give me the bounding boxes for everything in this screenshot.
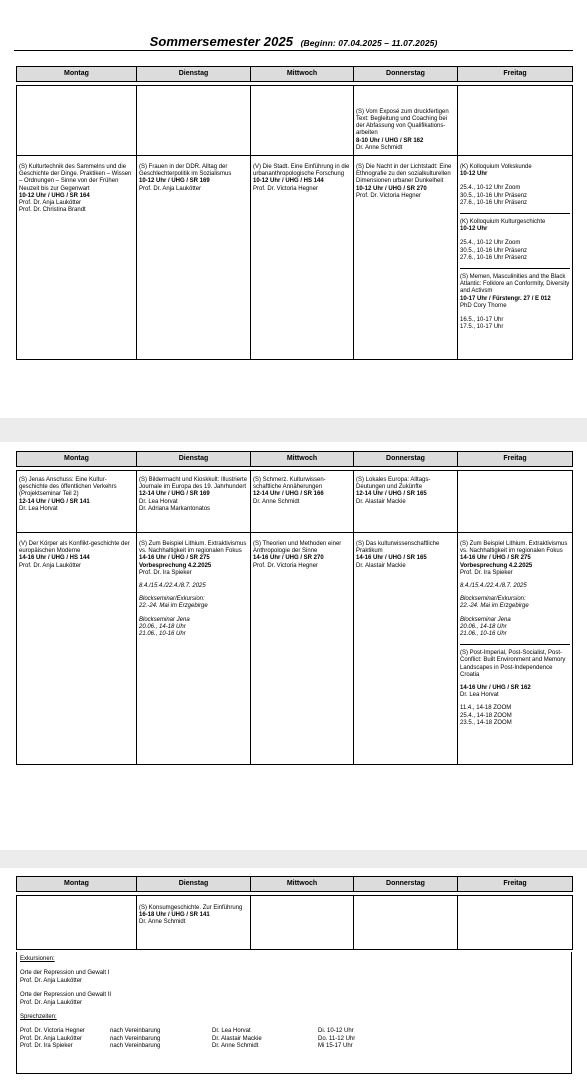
cell-empty [251, 896, 354, 950]
day-header-mittwoch: Mittwoch [251, 877, 354, 892]
course-title: (S) Bildermacht und Kioskkult: Illustrierte Journale im Europa des 19. Jahrhundert [139, 477, 248, 491]
course-title: (S) Frauen in der DDR. Alltag der Geschlechterpolitik im Sozialismus [139, 164, 232, 178]
excursion-label: Blockseminar/Exkursion: [139, 596, 205, 603]
course-date: 30.5., 10-16 Uhr Präsenz [460, 247, 528, 254]
excursions-heading: Exkursionen: [20, 956, 55, 962]
course-time: 12-14 Uhr / UHG / SR 141 [19, 498, 90, 505]
cell-empty [251, 86, 354, 156]
semester-title [0, 34, 587, 49]
page-gap [0, 850, 587, 868]
office-name: Dr. Lea Horvat [212, 1028, 251, 1035]
day-header-mittwoch: Mittwoch [251, 452, 354, 467]
course-date: 27.6., 10-16 Uhr Präsenz [460, 254, 528, 261]
course-time: 14-16 Uhr / UHG / HS 144 [19, 555, 90, 562]
course-title: (S) Kulturtechnik des Sammelns und die Geschichte der Dinge. Praktiken – Wissen – Ordnungen – Sinne von der Frühen Neuzeit bis zur Gegenwart [19, 164, 132, 192]
office-time: nach Vereinbarung [110, 1028, 161, 1035]
course-cell [354, 471, 458, 533]
office-hours-row [20, 1028, 568, 1035]
page-gap [0, 418, 587, 442]
title-text: Sommersemester 2025 [149, 34, 294, 49]
office-time: Di. 10-12 Uhr [318, 1028, 354, 1035]
course-teacher: PhD Cory Thorne [460, 302, 507, 309]
course-cell [137, 156, 251, 360]
course-title: (S) Das kulturwissenschaftliche Praktikum [356, 541, 440, 555]
course-teacher: Prof. Dr. Anja Laukötter [19, 562, 82, 569]
office-hours-heading: Sprechzeiten: [20, 1014, 57, 1021]
course-teacher: Dr. Alastair Mackie [356, 498, 406, 505]
course-teacher: Prof. Dr. Ira Spieker [139, 569, 192, 576]
course-date: 25.4., 14-18 ZOOM [460, 712, 512, 719]
course-title: (S) Schmerz. Kulturwissen-schaftliche Annäherungen [253, 477, 326, 491]
day-header-mittwoch: Mittwoch [251, 67, 354, 82]
course-time: 10-12 Uhr / UHG / SR 164 [19, 192, 90, 199]
course-cell [354, 533, 458, 765]
course-cell [17, 533, 137, 765]
course-cell [137, 533, 251, 765]
block-date: 21.06., 10-16 Uhr [139, 631, 186, 638]
separator-line [460, 268, 570, 269]
day-header-dienstag: Dienstag [137, 877, 251, 892]
course-teacher: Prof. Dr. Anja Laukötter [19, 200, 82, 207]
excursion-dates: 22.-24. Mai im Erzgebirge [460, 603, 529, 610]
course-dates: 8.4./15.4./22.4./8.7. 2025 [139, 583, 206, 590]
schedule-table-page-1 [16, 66, 573, 360]
course-teacher: Dr. Lea Horvat [19, 505, 58, 512]
course-teacher: Dr. Anne Schmidt [253, 498, 300, 505]
course-title: (S) Jenas Anschuss: Eine Kultur-geschichte des öffentlichen Verkehrs (Projektseminar Teil 2) [19, 477, 117, 498]
course-cell [354, 86, 458, 156]
course-prebrief: Vorbesprechung 4.2.2025 [139, 562, 212, 569]
course-title: (K) Kolloquium Kulturgeschichte [460, 219, 546, 226]
day-header-donnerstag: Donnerstag [354, 877, 458, 892]
separator-line [460, 213, 570, 214]
office-time: Do. 11-12 Uhr [318, 1035, 356, 1042]
course-time: 10-12 Uhr / UHG / SR 169 [139, 178, 210, 185]
course-time: 12-14 Uhr / UHG / SR 169 [139, 491, 210, 498]
course-time: 10-12 Uhr [460, 171, 488, 178]
day-header-donnerstag: Donnerstag [354, 452, 458, 467]
course-title: (S) Post-Imperial, Post-Socialist, Post-Conflict: Built Environment and Memory Landscapes in Post-Independence Croatia [460, 650, 566, 678]
course-title: (S) Zum Beispiel Lithium. Extraktivismus vs. Nachhaltigkeit im regionalen Fokus [460, 541, 568, 555]
course-title: (S) Vom Exposé zum druckfertigen Text: Begleitung und Coaching bei der Abfassung von Qualifikations-arbeiten [356, 108, 449, 137]
course-date: 25.4., 10-12 Uhr Zoom [460, 185, 521, 192]
course-time: 12-14 Uhr / UHG / SR 166 [253, 491, 324, 498]
day-header-donnerstag: Donnerstag [354, 67, 458, 82]
course-cell [137, 471, 251, 533]
excursion-teacher: Prof. Dr. Anja Laukötter [20, 977, 83, 984]
course-time: 14-16 Uhr / UHG / SR 162 [460, 685, 531, 692]
day-header-row [17, 67, 573, 82]
notes-section [16, 952, 572, 1074]
course-cell [354, 156, 458, 360]
course-teacher: Prof. Dr. Victoria Hegner [253, 562, 318, 569]
block-label: Blockseminar Jena [139, 616, 190, 623]
course-date: 23.5., 14-18 ZOOM [460, 719, 512, 726]
course-teacher: Prof. Dr. Ira Spieker [460, 569, 513, 576]
course-time: 10-12 Uhr [460, 226, 488, 233]
course-time: 10-12 Uhr / UHG / SR 270 [356, 185, 427, 192]
cell-empty [458, 471, 573, 533]
course-date: 16.5., 10-17 Uhr [460, 317, 504, 324]
course-title: (S) Die Nacht in der Lichtstadt: Eine Ethnografie zu den sozialkulturellen Dimensionen urbaner Dunkelheit [356, 164, 452, 185]
course-date: 30.5., 10-16 Uhr Präsenz [460, 192, 528, 199]
course-title: (V) Der Körper als Konflikt-geschichte der europäischen Moderne [19, 541, 130, 555]
course-cell-friday [458, 533, 573, 765]
course-title: (S) Theorien und Methoden einer Anthropologie der Sinne [253, 541, 342, 555]
office-time: nach Vereinbarung [110, 1035, 161, 1042]
day-header-montag: Montag [17, 877, 137, 892]
table-row [17, 156, 573, 360]
course-teacher: Dr. Alastair Mackie [356, 562, 406, 569]
course-teacher: Dr. Anne Schmidt [356, 144, 403, 151]
course-teacher: Dr. Lea Horvat [460, 692, 499, 699]
cell-empty [17, 86, 137, 156]
course-cell-friday [458, 156, 573, 360]
table-row [17, 896, 573, 950]
excursion-title: Orte der Repression und Gewalt II [20, 992, 112, 999]
course-cell [251, 156, 354, 360]
office-time: Mi 15-17 Uhr [318, 1043, 353, 1050]
block-date: 21.06., 10-16 Uhr [460, 631, 507, 638]
course-cell [137, 896, 251, 950]
course-date: 17.5., 10-17 Uhr [460, 324, 504, 331]
day-header-row [17, 877, 573, 892]
course-cell [17, 471, 137, 533]
table-row [17, 533, 573, 765]
day-header-dienstag: Dienstag [137, 67, 251, 82]
course-title: (K) Kolloquium Volkskunde [460, 164, 532, 170]
cell-empty [354, 896, 458, 950]
office-name: Prof. Dr. Anja Laukötter [20, 1035, 83, 1042]
schedule-table-page-2 [16, 451, 573, 765]
block-label: Blockseminar Jena [460, 616, 511, 623]
course-dates: 8.4./15.4./22.4./8.7. 2025 [460, 583, 527, 590]
day-header-freitag: Freitag [458, 67, 573, 82]
cell-empty [458, 86, 573, 156]
course-cell [251, 533, 354, 765]
course-title: (S) Konsumgeschichte. Zur Einführung [139, 905, 243, 911]
office-name: Dr. Anne Schmidt [212, 1043, 259, 1050]
day-header-montag: Montag [17, 67, 137, 82]
office-hours-row [20, 1036, 568, 1043]
course-time: 8-10 Uhr / UHG / SR 162 [356, 137, 424, 144]
course-time: 10-17 Uhr / Fürstengr. 27 / E 012 [460, 295, 551, 302]
block-date: 20.06., 14-18 Uhr [139, 623, 186, 630]
office-time: nach Vereinbarung [110, 1043, 161, 1050]
course-teacher: Dr. Lea Horvat [139, 498, 178, 505]
course-teacher: Prof. Dr. Victoria Hegner [356, 192, 421, 199]
course-teacher: Dr. Adriana Markantonatos [139, 505, 211, 512]
excursion-title: Orte der Repression und Gewalt I [20, 970, 110, 977]
course-title: (S) Memen, Masculinities and the Black Atlantic: Folklore an Conformity, Diversity and Activsm [460, 274, 570, 295]
course-time: 12-14 Uhr / UHG / SR 165 [356, 491, 427, 498]
block-date: 20.06., 14-18 Uhr [460, 623, 507, 630]
course-title: (S) Zum Beispiel Lithium. Extraktivismus vs. Nachhaltigkeit im regionalen Fokus [139, 541, 247, 555]
course-cell [17, 156, 137, 360]
title-underline [14, 50, 573, 51]
office-name: Dr. Alastair Mackie [212, 1035, 262, 1042]
excursion-teacher: Prof. Dr. Anja Laukötter [20, 999, 83, 1006]
office-name: Prof. Dr. Victoria Hegner [20, 1028, 85, 1035]
office-hours-row [20, 1043, 568, 1050]
course-date: 25.4., 10-12 Uhr Zoom [460, 240, 521, 247]
course-date: 27.6., 10-16 Uhr Präsenz [460, 199, 528, 206]
course-time: 14-16 Uhr / UHG / SR 165 [356, 555, 427, 562]
cell-empty [458, 896, 573, 950]
table-row [17, 471, 573, 533]
day-header-dienstag: Dienstag [137, 452, 251, 467]
office-name: Prof. Dr. Ira Spieker [20, 1043, 73, 1050]
course-title: (S) Lokales Europa: Alltags-Deutungen und Zukünfte [356, 477, 431, 491]
schedule-table-page-3 [16, 876, 573, 950]
course-title: (V) Die Stadt. Eine Einführung in die urbananthropologische Forschung [253, 164, 350, 178]
course-time: 14-16 Uhr / UHG / SR 275 [460, 555, 531, 562]
excursion-label: Blockseminar/Exkursion: [460, 596, 526, 603]
day-header-freitag: Freitag [458, 452, 573, 467]
course-teacher: Prof. Dr. Victoria Hegner [253, 185, 318, 192]
table-row [17, 86, 573, 156]
course-teacher: Prof. Dr. Christina Brandt [19, 207, 86, 214]
course-prebrief: Vorbesprechung 4.2.2025 [460, 562, 533, 569]
cell-empty [17, 896, 137, 950]
course-cell [251, 471, 354, 533]
title-subtitle: (Beginn: 07.04.2025 – 11.07.2025) [300, 38, 438, 48]
course-teacher: Prof. Dr. Anja Laukötter [139, 185, 202, 192]
course-time: 16-18 Uhr / UHG / SR 141 [139, 912, 210, 919]
excursion-dates: 22.-24. Mai im Erzgebirge [139, 603, 208, 610]
day-header-freitag: Freitag [458, 877, 573, 892]
day-header-montag: Montag [17, 452, 137, 467]
day-header-row [17, 452, 573, 467]
course-time: 10-12 Uhr / UHG / HS 144 [253, 178, 324, 185]
course-time: 14-16 Uhr / UHG / SR 275 [139, 555, 210, 562]
cell-empty [137, 86, 251, 156]
course-teacher: Dr. Anne Schmidt [139, 919, 186, 926]
course-date: 11.4., 14-18 ZOOM [460, 705, 512, 712]
separator-line [460, 644, 570, 645]
course-time: 14-16 Uhr / UHG / SR 270 [253, 555, 324, 562]
